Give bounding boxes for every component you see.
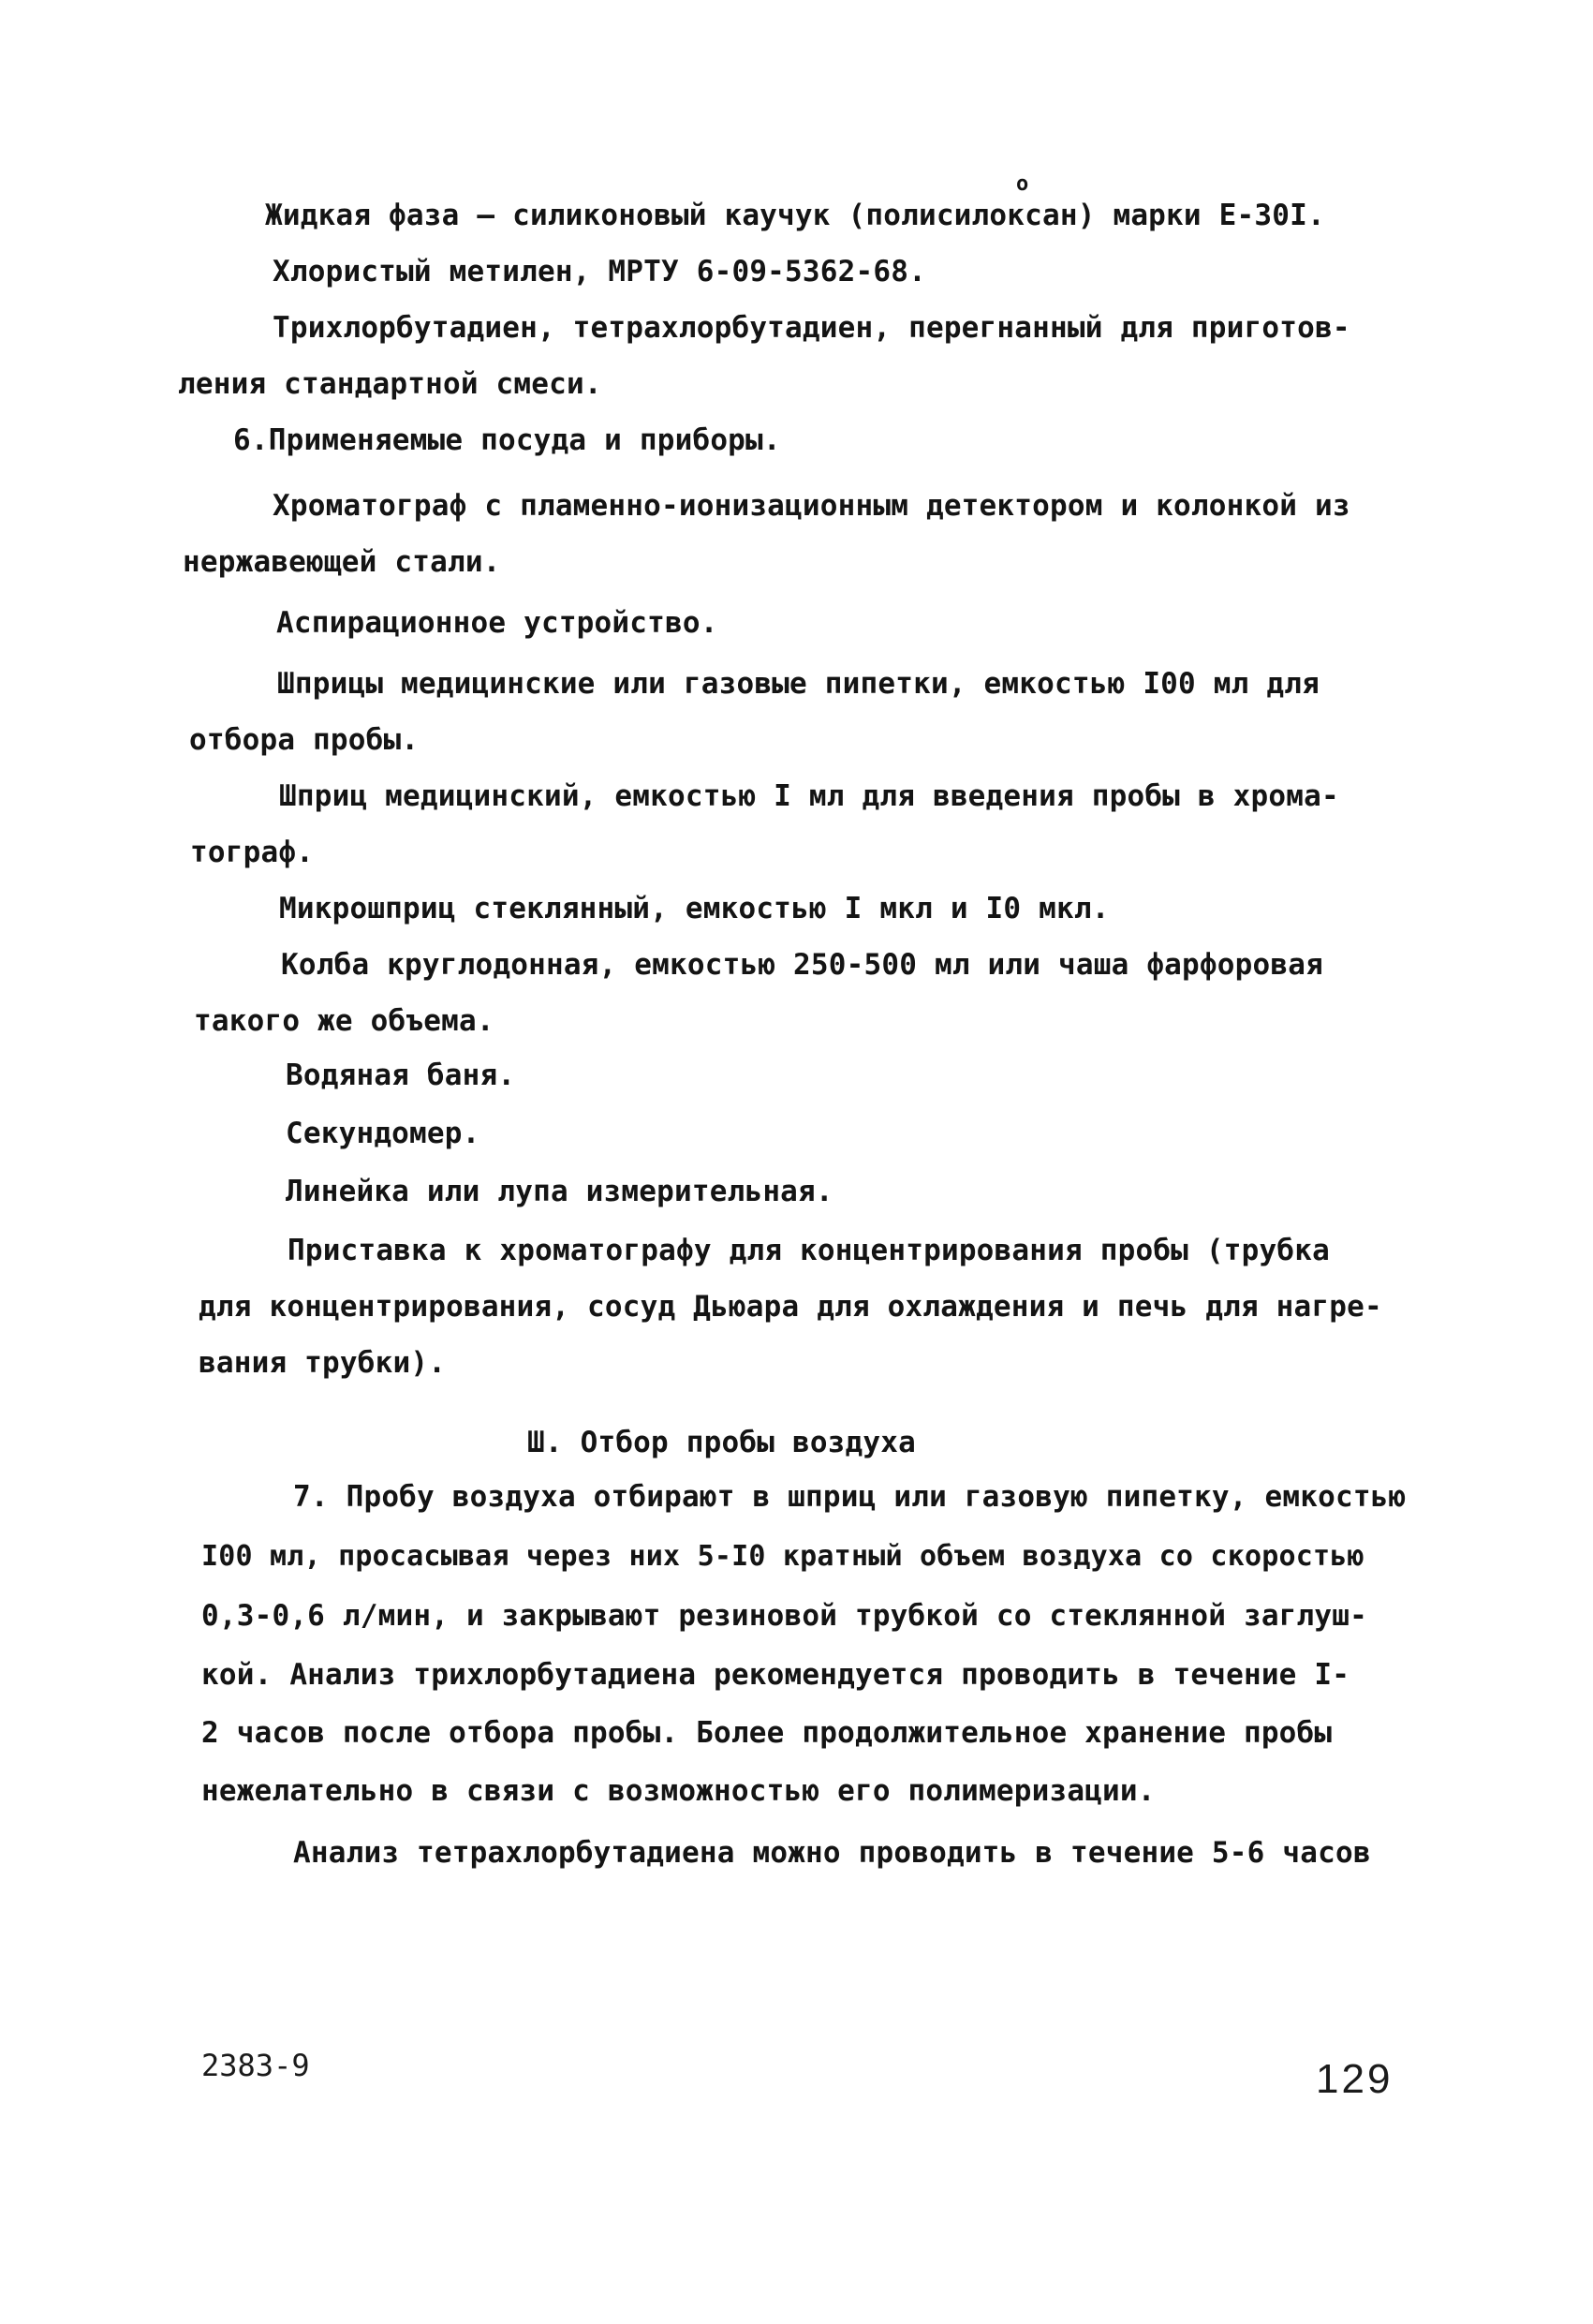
text-line: Секундомер.	[286, 1117, 480, 1150]
text-line: нержавеющей стали.	[183, 545, 501, 579]
text-line: Хроматограф с пламенно-ионизационным детектором и колонкой из	[273, 489, 1350, 523]
text-line: Шприц медицинский, емкостью I мл для введения пробы в хрома-	[279, 779, 1339, 813]
text-line: тограф.	[190, 836, 315, 869]
text-line: 0,3-0,6 л/мин, и закрывают резиновой трубкой со стеклянной заглуш-	[201, 1599, 1367, 1633]
text-line: отбора пробы.	[189, 723, 420, 757]
handwritten-correction-mark: о	[1016, 172, 1029, 196]
text-line: Жидкая фаза – силиконовый каучук (полисилоксан) марки Е-30I.	[265, 199, 1325, 232]
text-line: Хлористый метилен, МРТУ 6-09-5362-68.	[273, 255, 926, 289]
text-line: I00 мл, просасывая через них 5-I0 кратный объем воздуха со скоростью	[201, 1540, 1364, 1573]
text-line: такого же объема.	[194, 1004, 494, 1038]
text-line: для концентрирования, сосуд Дьюара для охлаждения и печь для нагре-	[199, 1290, 1382, 1324]
text-line: Трихлорбутадиен, тетрахлорбутадиен, перегнанный для приготов-	[273, 311, 1350, 345]
text-line: вания трубки).	[199, 1346, 447, 1380]
text-line: 7. Пробу воздуха отбирают в шприц или газовую пипетку, емкостью	[293, 1480, 1407, 1514]
document-code: 2383-9	[201, 2048, 310, 2083]
page-number: 129	[1316, 2056, 1394, 2102]
section-heading: 6.Применяемые посуда и приборы.	[233, 423, 781, 457]
section-heading: Ш. Отбор пробы воздуха	[527, 1426, 916, 1459]
text-line: нежелательно в связи с возможностью его полимеризации.	[201, 1774, 1156, 1808]
text-line: Колба круглодонная, емкостью 250-500 мл или чаша фарфоровая	[281, 948, 1323, 982]
text-line: Приставка к хроматографу для концентрирования пробы (трубка	[288, 1234, 1330, 1267]
text-line: Микрошприц стеклянный, емкостью I мкл и I0 мкл.	[279, 892, 1110, 925]
text-line: ления стандартной смеси.	[178, 367, 602, 401]
text-line: Анализ тетрахлорбутадиена можно проводить в течение 5-6 часов	[293, 1836, 1371, 1870]
text-line: 2 часов после отбора пробы. Более продолжительное хранение пробы	[201, 1716, 1333, 1750]
text-line: Водяная баня.	[286, 1058, 516, 1092]
text-line: Шприцы медицинские или газовые пипетки, емкостью I00 мл для	[277, 667, 1320, 701]
text-line: кой. Анализ трихлорбутадиена рекомендуется проводить в течение I-	[201, 1658, 1350, 1692]
text-line: Аспирационное устройство.	[276, 606, 718, 640]
text-line: Линейка или лупа измерительная.	[286, 1175, 833, 1208]
